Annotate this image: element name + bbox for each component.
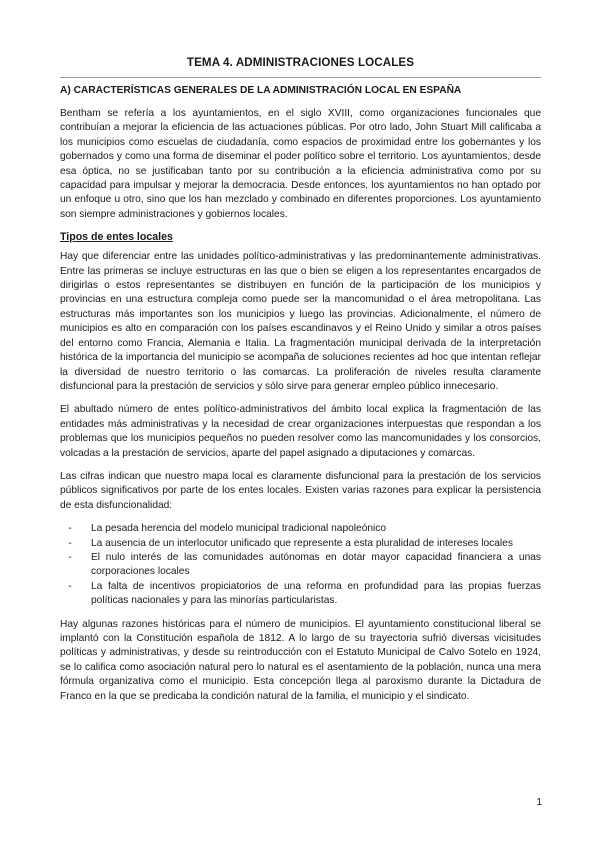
bullet-dash: - xyxy=(68,537,72,549)
title-divider xyxy=(60,77,541,78)
list-item xyxy=(60,551,541,580)
bullet-dash: - xyxy=(68,580,72,592)
list-item xyxy=(60,522,541,536)
list-item-text: La ausencia de un interlocutor unificado que represente a esta pluralidad de intereses locales xyxy=(91,537,513,549)
document-page xyxy=(60,56,541,713)
bullet-dash: - xyxy=(68,523,72,535)
list-item-text: El nulo interés de las comunidades autónomas en dotar mayor capacidad financiera a unas corporaciones locales xyxy=(91,551,541,578)
list-item-text: La pesada herencia del modelo municipal tradicional napoleónico xyxy=(91,523,387,535)
subheading-tipos-entes-locales: Tipos de entes locales xyxy=(60,231,173,244)
paragraph-types-3: Las cifras indican que nuestro mapa local es claramente disfuncional para la prestación de los servicios públicos significativos por parte de los entes locales. Existen varias razones para explicar la persistencia de esta disfuncionalidad: xyxy=(60,470,541,511)
paragraph-closing: Hay algunas razones históricas para el número de municipios. El ayuntamiento constitucional liberal se implantó con la Constitución española de 1812. A lo largo de su trayectoria sufrió diversas vicisitudes políticas y administrativas, y desde su reintroducción con el Estatuto Municipal de Calvo Sotelo en 1924, se lo califica como asociación natural pero lo natural es el asentamiento de la población, nunca una mera fórmula organizativa como el municipio. Esta concepción llega al paroxismo durante la Dictadura de Franco en la que se predicaba la condición natural de la familia, el municipio y el sindicato. xyxy=(60,618,541,702)
paragraph-types-1: Hay que diferenciar entre las unidades político-administrativas y las predominantemente administrativas. Entre las primeras se incluye estructuras en las que o bien se eligen a los representantes encargados de dirigirlas o estos representantes se distribuyen en función de la participación de los municipios y provincias en una estructura compleja como puede ser la mancomunidad o el área metropolitana. Las estructuras más importantes son los municipios y luego las provincias. Adicionalmente, el número de municipios es alto en comparación con los países escandinavos y el Reino Unido y similar a otros países del entorno como Francia, Alemania e Italia. La fragmentación municipal derivada de la interpretación histórica de la importancia del municipio se acompaña de soluciones recientes ad hoc que intentan reflejar la diversidad de nuestro territorio o las comarcas. La proliferación de niveles resulta claramente disfuncional para la prestación de servicios y sólo sirve para generar empleo público innecesario. xyxy=(60,251,541,392)
bullet-dash: - xyxy=(68,551,72,563)
list-item xyxy=(60,537,541,551)
paragraph-intro: Bentham se refería a los ayuntamientos, en el siglo XVIII, como organizaciones funcionales que contribuían a mejorar la eficiencia de las actuaciones públicas. Por otro lado, John Stuart Mill calificaba a los municipios como escuelas de ciudadanía, como espacios de proximidad entre los gobernantes y los gobernados y como una forma de diseminar el poder político sobre el territorio. Los ayuntamientos, desde esa óptica, no se justificaban tanto por su contribución a la eficiencia administrativa como por su capacidad para impulsar y mejorar la democracia. Desde entonces, los ayuntamientos no han optado por un enfoque u otro, sino que los han mezclado y combinado en diferentes proporciones. Los ayuntamiento son siempre administraciones y gobiernos locales. xyxy=(60,108,541,220)
reasons-list xyxy=(60,522,541,608)
document-title: TEMA 4. ADMINISTRACIONES LOCALES xyxy=(186,56,415,69)
list-item-text: La falta de incentivos propiciatorios de una reforma en profundidad para las propias fuerzas políticas nacionales y para las minorías particularistas. xyxy=(91,580,541,607)
list-item xyxy=(60,580,541,609)
page-number: 1 xyxy=(536,797,542,808)
paragraph-types-2: El abultado número de entes político-administrativos del ámbito local explica la fragmentación de las entidades más administrativas y la necesidad de crear organizaciones interpuestas que respondan a los problemas que los municipios pequeños no pueden resolver como las mancomunidades y los consorcios, volcadas a la prestación de servicios, aparte del papel asignado a diputaciones y comarcas. xyxy=(60,404,541,459)
section-heading: A) CARACTERÍSTICAS GENERALES DE LA ADMINISTRACIÓN LOCAL EN ESPAÑA xyxy=(60,85,462,96)
